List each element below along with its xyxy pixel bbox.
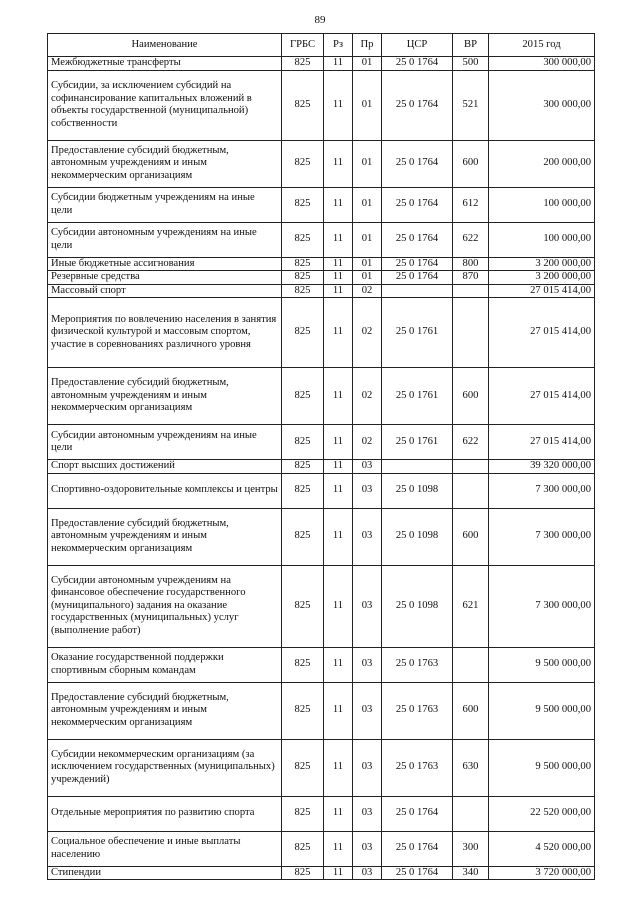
table-row: [48, 298, 595, 368]
cell-csr: 25 0 1764: [382, 70, 453, 140]
table-row: [48, 831, 595, 866]
cell-name: Субсидии некоммерческим организациям (за исключением государственных (муниципальных) учреждений): [48, 739, 282, 796]
cell-name: Мероприятия по вовлечению населения в занятия физической культурой и массовым спортом, участие в соревнованиях различного уровня: [48, 298, 282, 368]
cell-pr: 02: [353, 284, 382, 298]
cell-csr: 25 0 1098: [382, 508, 453, 565]
cell-amount: 27 015 414,00: [489, 425, 595, 460]
header-rz: Рз: [324, 34, 353, 57]
table-row: [48, 257, 595, 271]
cell-rz: 11: [324, 284, 353, 298]
cell-vr: 870: [453, 271, 489, 285]
cell-vr: [453, 284, 489, 298]
cell-vr: 800: [453, 257, 489, 271]
cell-amount: 39 320 000,00: [489, 460, 595, 474]
header-grbs: ГРБС: [282, 34, 324, 57]
cell-name: Иные бюджетные ассигнования: [48, 257, 282, 271]
header-year: 2015 год: [489, 34, 595, 57]
cell-rz: 11: [324, 298, 353, 368]
cell-csr: 25 0 1764: [382, 271, 453, 285]
cell-rz: 11: [324, 796, 353, 831]
cell-name: Массовый спорт: [48, 284, 282, 298]
cell-csr: 25 0 1764: [382, 866, 453, 880]
cell-rz: 11: [324, 187, 353, 222]
cell-grbs: 825: [282, 647, 324, 682]
cell-pr: 03: [353, 508, 382, 565]
cell-rz: 11: [324, 257, 353, 271]
cell-rz: 11: [324, 140, 353, 187]
cell-csr: 25 0 1098: [382, 473, 453, 508]
cell-amount: 300 000,00: [489, 57, 595, 71]
cell-amount: 9 500 000,00: [489, 647, 595, 682]
cell-csr: 25 0 1764: [382, 831, 453, 866]
cell-amount: 9 500 000,00: [489, 739, 595, 796]
cell-rz: 11: [324, 368, 353, 425]
cell-csr: 25 0 1763: [382, 682, 453, 739]
cell-pr: 03: [353, 460, 382, 474]
cell-name: Предоставление субсидий бюджетным, автономным учреждениям и иным некоммерческим организациям: [48, 368, 282, 425]
table-row: [48, 866, 595, 880]
cell-grbs: 825: [282, 473, 324, 508]
cell-pr: 02: [353, 425, 382, 460]
cell-grbs: 825: [282, 565, 324, 647]
cell-grbs: 825: [282, 796, 324, 831]
cell-name: Предоставление субсидий бюджетным, автономным учреждениям и иным некоммерческим организациям: [48, 682, 282, 739]
table-row: [48, 425, 595, 460]
cell-rz: 11: [324, 565, 353, 647]
cell-pr: 03: [353, 647, 382, 682]
cell-pr: 01: [353, 222, 382, 257]
cell-csr: 25 0 1764: [382, 222, 453, 257]
cell-grbs: 825: [282, 425, 324, 460]
cell-name: Социальное обеспечение и иные выплаты населению: [48, 831, 282, 866]
cell-grbs: 825: [282, 187, 324, 222]
cell-name: Субсидии автономным учреждениям на финансовое обеспечение государственного (муниципального) задания на оказание государственных (муниципальных) услуг (выполнение работ): [48, 565, 282, 647]
cell-rz: 11: [324, 222, 353, 257]
cell-csr: [382, 460, 453, 474]
cell-vr: [453, 298, 489, 368]
cell-pr: 01: [353, 70, 382, 140]
cell-vr: [453, 473, 489, 508]
cell-csr: 25 0 1761: [382, 298, 453, 368]
table-row: [48, 647, 595, 682]
cell-vr: 622: [453, 425, 489, 460]
cell-name: Предоставление субсидий бюджетным, автономным учреждениям и иным некоммерческим организациям: [48, 508, 282, 565]
cell-vr: 600: [453, 682, 489, 739]
cell-grbs: 825: [282, 140, 324, 187]
table-row: [48, 739, 595, 796]
table-row: [48, 271, 595, 285]
cell-rz: 11: [324, 425, 353, 460]
table-row: [48, 796, 595, 831]
cell-vr: 300: [453, 831, 489, 866]
table-row: [48, 508, 595, 565]
cell-amount: 3 720 000,00: [489, 866, 595, 880]
cell-rz: 11: [324, 682, 353, 739]
cell-grbs: 825: [282, 460, 324, 474]
cell-csr: 25 0 1764: [382, 140, 453, 187]
cell-amount: 27 015 414,00: [489, 368, 595, 425]
table-row: [48, 473, 595, 508]
cell-grbs: 825: [282, 368, 324, 425]
cell-csr: 25 0 1764: [382, 187, 453, 222]
cell-amount: 22 520 000,00: [489, 796, 595, 831]
table-row: [48, 70, 595, 140]
cell-amount: 7 300 000,00: [489, 508, 595, 565]
cell-vr: 630: [453, 739, 489, 796]
cell-grbs: 825: [282, 298, 324, 368]
cell-csr: 25 0 1764: [382, 257, 453, 271]
cell-vr: 600: [453, 140, 489, 187]
cell-name: Резервные средства: [48, 271, 282, 285]
cell-name: Субсидии автономным учреждениям на иные цели: [48, 425, 282, 460]
cell-rz: 11: [324, 739, 353, 796]
cell-name: Субсидии, за исключением субсидий на софинансирование капитальных вложений в объекты государственной (муниципальной) собственности: [48, 70, 282, 140]
cell-vr: 621: [453, 565, 489, 647]
table-header-row: [48, 34, 595, 57]
cell-vr: 600: [453, 508, 489, 565]
table-row: [48, 460, 595, 474]
cell-vr: [453, 796, 489, 831]
table-row: [48, 368, 595, 425]
cell-pr: 01: [353, 271, 382, 285]
cell-pr: 03: [353, 831, 382, 866]
cell-amount: 3 200 000,00: [489, 271, 595, 285]
table-row: [48, 187, 595, 222]
cell-pr: 01: [353, 187, 382, 222]
cell-name: Субсидии автономным учреждениям на иные цели: [48, 222, 282, 257]
table-body: [48, 57, 595, 880]
cell-pr: 03: [353, 473, 382, 508]
cell-amount: 4 520 000,00: [489, 831, 595, 866]
cell-amount: 100 000,00: [489, 222, 595, 257]
cell-grbs: 825: [282, 271, 324, 285]
cell-grbs: 825: [282, 284, 324, 298]
cell-amount: 300 000,00: [489, 70, 595, 140]
cell-vr: 521: [453, 70, 489, 140]
table-row: [48, 565, 595, 647]
cell-name: Спортивно-оздоровительные комплексы и центры: [48, 473, 282, 508]
cell-name: Спорт высших достижений: [48, 460, 282, 474]
cell-grbs: 825: [282, 739, 324, 796]
cell-name: Стипендии: [48, 866, 282, 880]
table-row: [48, 57, 595, 71]
cell-rz: 11: [324, 460, 353, 474]
cell-grbs: 825: [282, 682, 324, 739]
cell-amount: 3 200 000,00: [489, 257, 595, 271]
cell-pr: 03: [353, 565, 382, 647]
cell-grbs: 825: [282, 508, 324, 565]
cell-name: Межбюджетные трансферты: [48, 57, 282, 71]
cell-csr: 25 0 1763: [382, 739, 453, 796]
cell-vr: [453, 647, 489, 682]
table-row: [48, 284, 595, 298]
cell-rz: 11: [324, 70, 353, 140]
cell-name: Отдельные мероприятия по развитию спорта: [48, 796, 282, 831]
cell-pr: 01: [353, 57, 382, 71]
header-vr: ВР: [453, 34, 489, 57]
cell-csr: 25 0 1098: [382, 565, 453, 647]
cell-name: Субсидии бюджетным учреждениям на иные цели: [48, 187, 282, 222]
cell-pr: 01: [353, 257, 382, 271]
cell-vr: 612: [453, 187, 489, 222]
cell-vr: 600: [453, 368, 489, 425]
cell-csr: [382, 284, 453, 298]
cell-vr: 500: [453, 57, 489, 71]
cell-pr: 01: [353, 140, 382, 187]
cell-pr: 03: [353, 866, 382, 880]
table-row: [48, 140, 595, 187]
cell-csr: 25 0 1761: [382, 425, 453, 460]
cell-grbs: 825: [282, 222, 324, 257]
cell-amount: 27 015 414,00: [489, 298, 595, 368]
header-csr: ЦСР: [382, 34, 453, 57]
cell-grbs: 825: [282, 831, 324, 866]
cell-name: Оказание государственной поддержки спортивным сборным командам: [48, 647, 282, 682]
cell-amount: 7 300 000,00: [489, 565, 595, 647]
cell-amount: 100 000,00: [489, 187, 595, 222]
header-name: Наименование: [48, 34, 282, 57]
cell-csr: 25 0 1764: [382, 57, 453, 71]
cell-rz: 11: [324, 57, 353, 71]
cell-vr: [453, 460, 489, 474]
cell-pr: 02: [353, 298, 382, 368]
cell-rz: 11: [324, 508, 353, 565]
cell-rz: 11: [324, 647, 353, 682]
cell-grbs: 825: [282, 70, 324, 140]
cell-grbs: 825: [282, 866, 324, 880]
cell-grbs: 825: [282, 257, 324, 271]
cell-csr: 25 0 1761: [382, 368, 453, 425]
cell-amount: 9 500 000,00: [489, 682, 595, 739]
cell-rz: 11: [324, 271, 353, 285]
budget-table: [47, 33, 595, 880]
cell-rz: 11: [324, 831, 353, 866]
table-row: [48, 682, 595, 739]
cell-vr: 622: [453, 222, 489, 257]
page-number: 89: [314, 14, 326, 26]
cell-pr: 02: [353, 368, 382, 425]
cell-amount: 27 015 414,00: [489, 284, 595, 298]
cell-csr: 25 0 1763: [382, 647, 453, 682]
cell-pr: 03: [353, 739, 382, 796]
cell-amount: 7 300 000,00: [489, 473, 595, 508]
table-row: [48, 222, 595, 257]
cell-rz: 11: [324, 866, 353, 880]
cell-vr: 340: [453, 866, 489, 880]
cell-grbs: 825: [282, 57, 324, 71]
cell-name: Предоставление субсидий бюджетным, автономным учреждениям и иным некоммерческим организациям: [48, 140, 282, 187]
cell-pr: 03: [353, 796, 382, 831]
cell-rz: 11: [324, 473, 353, 508]
cell-csr: 25 0 1764: [382, 796, 453, 831]
header-pr: Пр: [353, 34, 382, 57]
cell-amount: 200 000,00: [489, 140, 595, 187]
cell-pr: 03: [353, 682, 382, 739]
